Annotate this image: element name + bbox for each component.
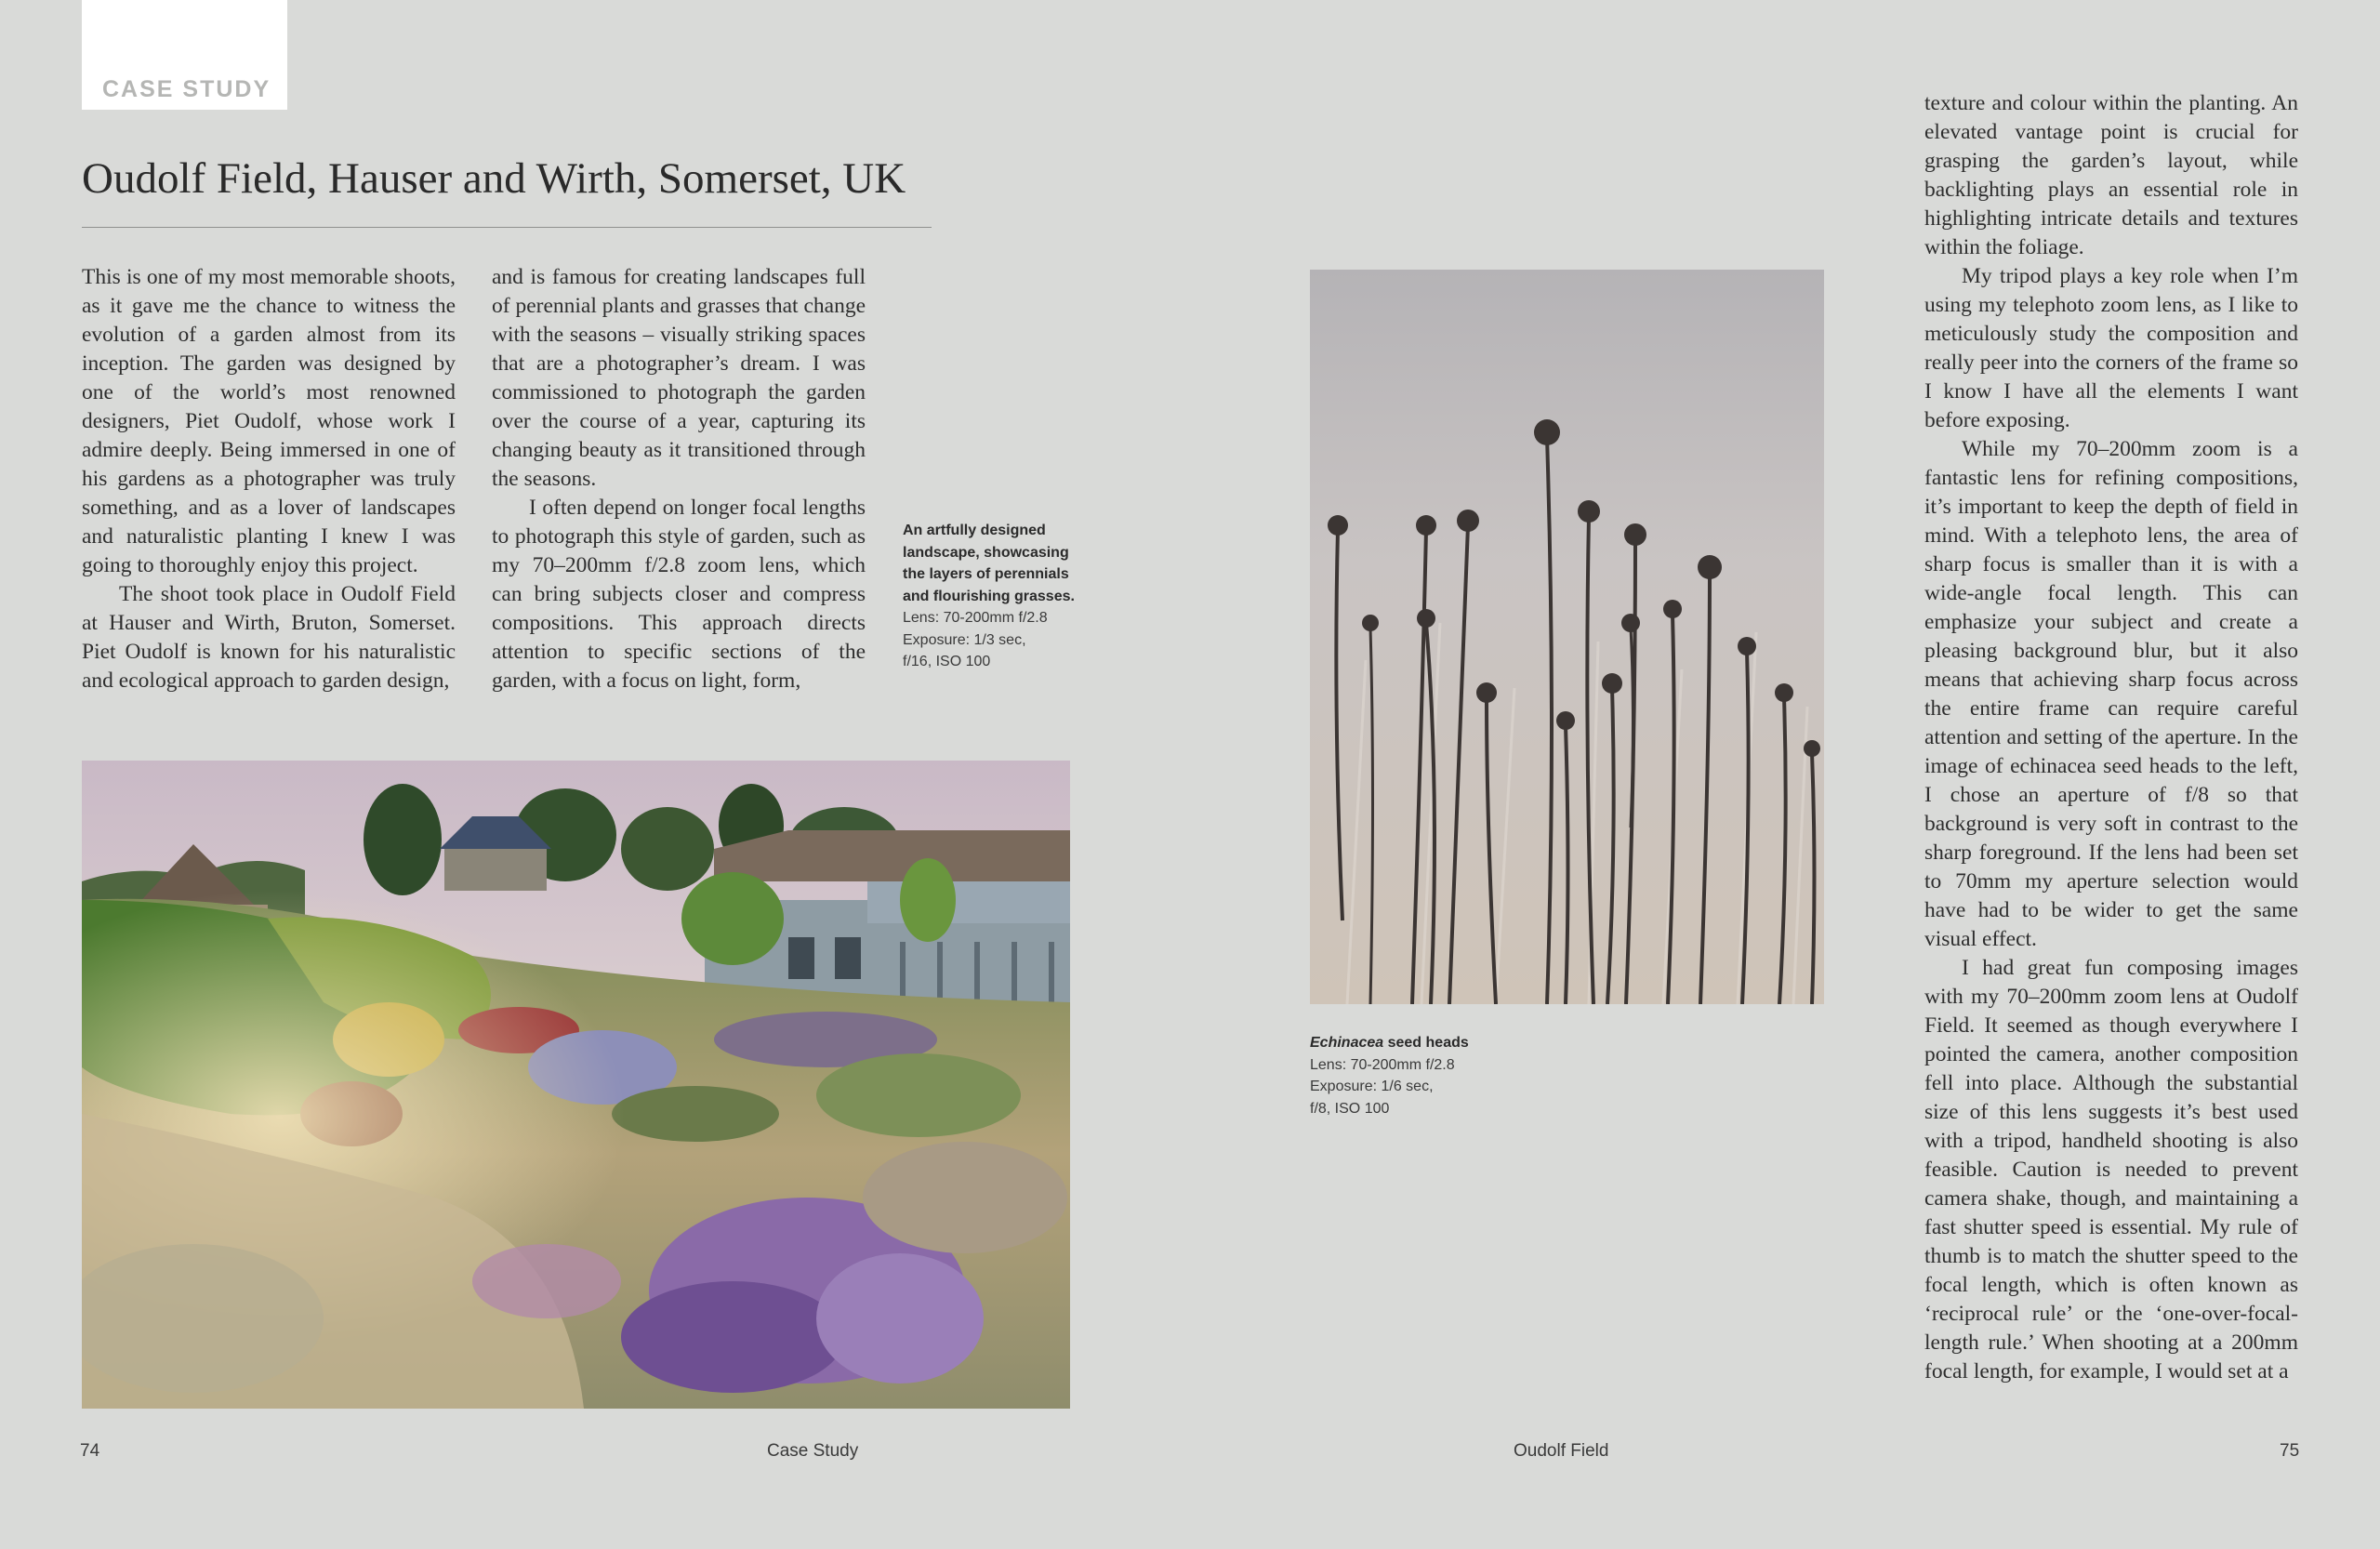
caption-title-italic: Echinacea <box>1310 1035 1384 1051</box>
page-number-right: 75 <box>2280 1441 2300 1461</box>
section-tag <box>82 0 287 110</box>
body-column-1 <box>82 263 456 695</box>
caption-title-rest: seed heads <box>1383 1035 1469 1051</box>
caption-title <box>1310 1032 1552 1054</box>
section-tag-label: CASE STUDY <box>102 76 271 102</box>
page-number-left: 74 <box>80 1441 100 1461</box>
paragraph: texture and colour within the planting. An elevated vantage point is crucial for grasping the garden’s layout, while backlighting plays an essential role in highlighting intricate details and textures within the foliage. <box>1924 91 2298 259</box>
caption-settings: f/16, ISO 100 <box>903 654 991 669</box>
paragraph: This is one of my most memorable shoots, as it gave me the chance to witness the evolution of a garden almost from its inception. The garden was designed by one of the world’s most renowned designers, Piet Oudolf, whose work I admire deeply. Being immersed in one of his gardens as a photographer was truly something, and as a lover of landscapes and naturalistic planting I knew I was going to thoroughly enjoy this project. <box>82 265 456 577</box>
garden-landscape-photo <box>82 761 1070 1409</box>
caption-lens: Lens: 70-200mm f/2.8 <box>903 610 1048 626</box>
paragraph: and is famous for creating landscapes full of perennial plants and grasses that change with the seasons – visually striking spaces that are a photographer’s dream. I was commissioned to photograph the garden over the course of a year, capturing its changing beauty as it transitioned through the seasons. <box>492 265 866 491</box>
page-title: Oudolf Field, Hauser and Wirth, Somerset, UK <box>82 154 906 203</box>
body-column-2 <box>492 263 866 695</box>
running-footer-right: Oudolf Field <box>1514 1441 1609 1461</box>
title-divider <box>82 227 932 228</box>
paragraph: I had great fun composing images with my 70–200mm zoom lens at Oudolf Field. It seemed as though everywhere I pointed the camera, another composition fell into place. Although the substantial size of this lens suggests it’s best used with a tripod, handheld shooting is also feasible. Caution is needed to prevent camera shake, though, and maintaining a fast shutter speed is essential. My rule of thumb is to match the shutter speed to the focal length, which is often known as ‘reciprocal rule’ or the ‘one-over-focal-length rule.’ When shooting at a 200mm focal length, for example, I would set at a <box>1924 956 2298 1384</box>
running-footer-left: Case Study <box>767 1441 859 1461</box>
echinacea-photo <box>1310 270 1824 1004</box>
paragraph: While my 70–200mm zoom is a fantastic lens for refining compositions, it’s important to keep the depth of field in mind. With a telephoto lens, the area of sharp focus is smaller than it is with a wide-angle focal length. This can emphasize your subject and create a pleasing background blur, but it also means that achieving sharp focus across the entire frame can require careful attention and setting of the aperture. In the image of echinacea seed heads to the left, I chose an aperture of f/8 so that background is very soft in contrast to the sharp foreground. If the lens had been set to 70mm my aperture selection would have had to be wider to get the same visual effect. <box>1924 437 2298 951</box>
body-column-3 <box>1924 89 2298 1386</box>
paragraph: The shoot took place in Oudolf Field at Hauser and Wirth, Bruton, Somerset. Piet Oudolf is known for his naturalistic and ecological approach to garden design, <box>82 582 456 693</box>
caption-exposure: Exposure: 1/6 sec, <box>1310 1079 1434 1094</box>
caption-settings: f/8, ISO 100 <box>1310 1100 1390 1117</box>
caption-lens: Lens: 70-200mm f/2.8 <box>1310 1056 1455 1073</box>
echinacea-caption <box>1310 1032 1552 1119</box>
caption-exposure: Exposure: 1/3 sec, <box>903 631 1026 648</box>
paragraph: My tripod plays a key role when I’m using my telephoto zoom lens, as I like to meticulously study the composition and really peer into the corners of the frame so I know I have all the elements I want before exposing. <box>1924 264 2298 432</box>
landscape-caption <box>903 520 1089 673</box>
paragraph: I often depend on longer focal lengths to photograph this style of garden, such as my 70–200mm f/2.8 zoom lens, which can bring subjects closer and compress compositions. This approach directs attention to specific sections of the garden, with a focus on light, form, <box>492 496 866 693</box>
caption-title: An artfully designed landscape, showcasing the layers of perennials and flourishing grasses. <box>903 523 1075 604</box>
